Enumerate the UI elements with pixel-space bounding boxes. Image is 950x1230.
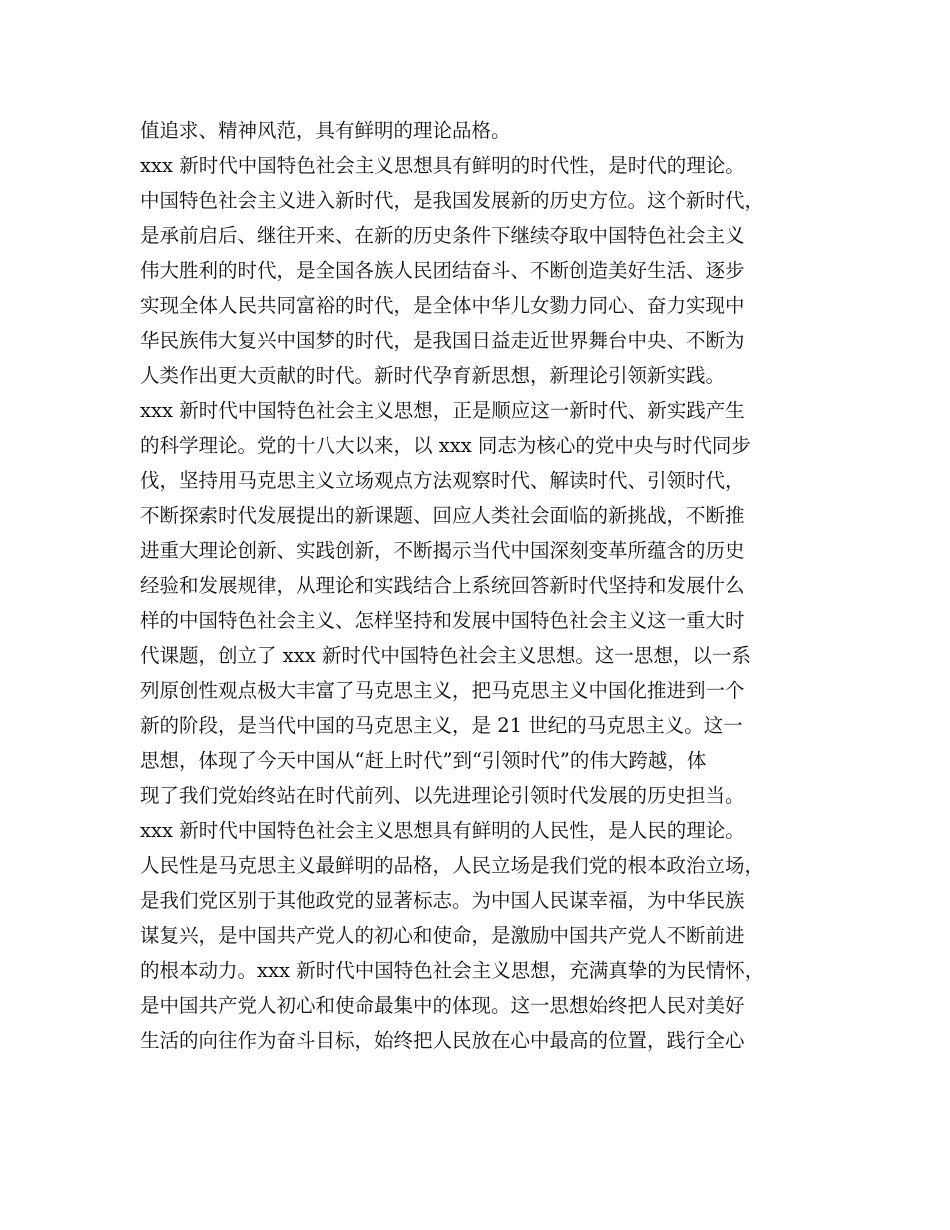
text-line: 思想，体现了今天中国从“赶上时代”到“引领时代”的伟大跨越，体: [140, 749, 707, 772]
text-line: 的根本动力。xxx 新时代中国特色社会主义思想，充满真挚的为民情怀，: [140, 959, 765, 982]
text-line: 实现全体人民共同富裕的时代，是全体中华儿女勠力同心、奋力实现中: [140, 294, 745, 317]
text-line: 样的中国特色社会主义、怎样坚持和发展中国特色社会主义这一重大时: [140, 609, 745, 632]
text-line: xxx 新时代中国特色社会主义思想具有鲜明的时代性，是时代的理论。: [140, 154, 745, 177]
text-line: 人民性是马克思主义最鲜明的品格，人民立场是我们党的根本政治立场，: [140, 854, 765, 877]
text-line: 现了我们党始终站在时代前列、以先进理论引领时代发展的历史担当。: [140, 784, 745, 807]
text-line: 是中国共产党人初心和使命最集中的体现。这一思想始终把人民对美好: [140, 994, 745, 1017]
text-line: xxx 新时代中国特色社会主义思想，正是顺应这一新时代、新实践产生: [140, 399, 745, 422]
text-line: 值追求、精神风范，具有鲜明的理论品格。: [140, 119, 511, 142]
text-line: 华民族伟大复兴中国梦的时代，是我国日益走近世界舞台中央、不断为: [140, 329, 745, 352]
text-line: 谋复兴，是中国共产党人的初心和使命，是激励中国共产党人不断前进: [140, 924, 745, 947]
text-line: 经验和发展规律，从理论和实践结合上系统回答新时代坚持和发展什么: [140, 574, 745, 597]
text-line: 新的阶段，是当代中国的马克思主义，是 21 世纪的马克思主义。这一: [140, 714, 743, 737]
text-line: 人类作出更大贡献的时代。新时代孕育新思想，新理论引领新实践。: [140, 364, 726, 387]
text-line: 伐，坚持用马克思主义立场观点方法观察时代、解读时代、引领时代，: [140, 469, 745, 492]
text-line: xxx 新时代中国特色社会主义思想具有鲜明的人民性，是人民的理论。: [140, 819, 745, 842]
text-line: 不断探索时代发展提出的新课题、回应人类社会面临的新挑战，不断推: [140, 504, 745, 527]
text-line: 中国特色社会主义进入新时代，是我国发展新的历史方位。这个新时代，: [140, 189, 765, 212]
text-line: 代课题，创立了 xxx 新时代中国特色社会主义思想。这一思想，以一系: [140, 644, 751, 667]
text-line: 进重大理论创新、实践创新，不断揭示当代中国深刻变革所蕴含的历史: [140, 539, 745, 562]
text-line: 列原创性观点极大丰富了马克思主义，把马克思主义中国化推进到一个: [140, 679, 745, 702]
text-line: 是承前启后、继往开来、在新的历史条件下继续夺取中国特色社会主义: [140, 224, 745, 247]
text-line: 生活的向往作为奋斗目标，始终把人民放在心中最高的位置，践行全心: [140, 1029, 745, 1052]
text-line: 伟大胜利的时代，是全国各族人民团结奋斗、不断创造美好生活、逐步: [140, 259, 745, 282]
text-line: 是我们党区别于其他政党的显著标志。为中国人民谋幸福，为中华民族: [140, 889, 745, 912]
body-text: [140, 113, 830, 1058]
text-line: 的科学理论。党的十八大以来，以 xxx 同志为核心的党中央与时代同步: [140, 434, 751, 457]
